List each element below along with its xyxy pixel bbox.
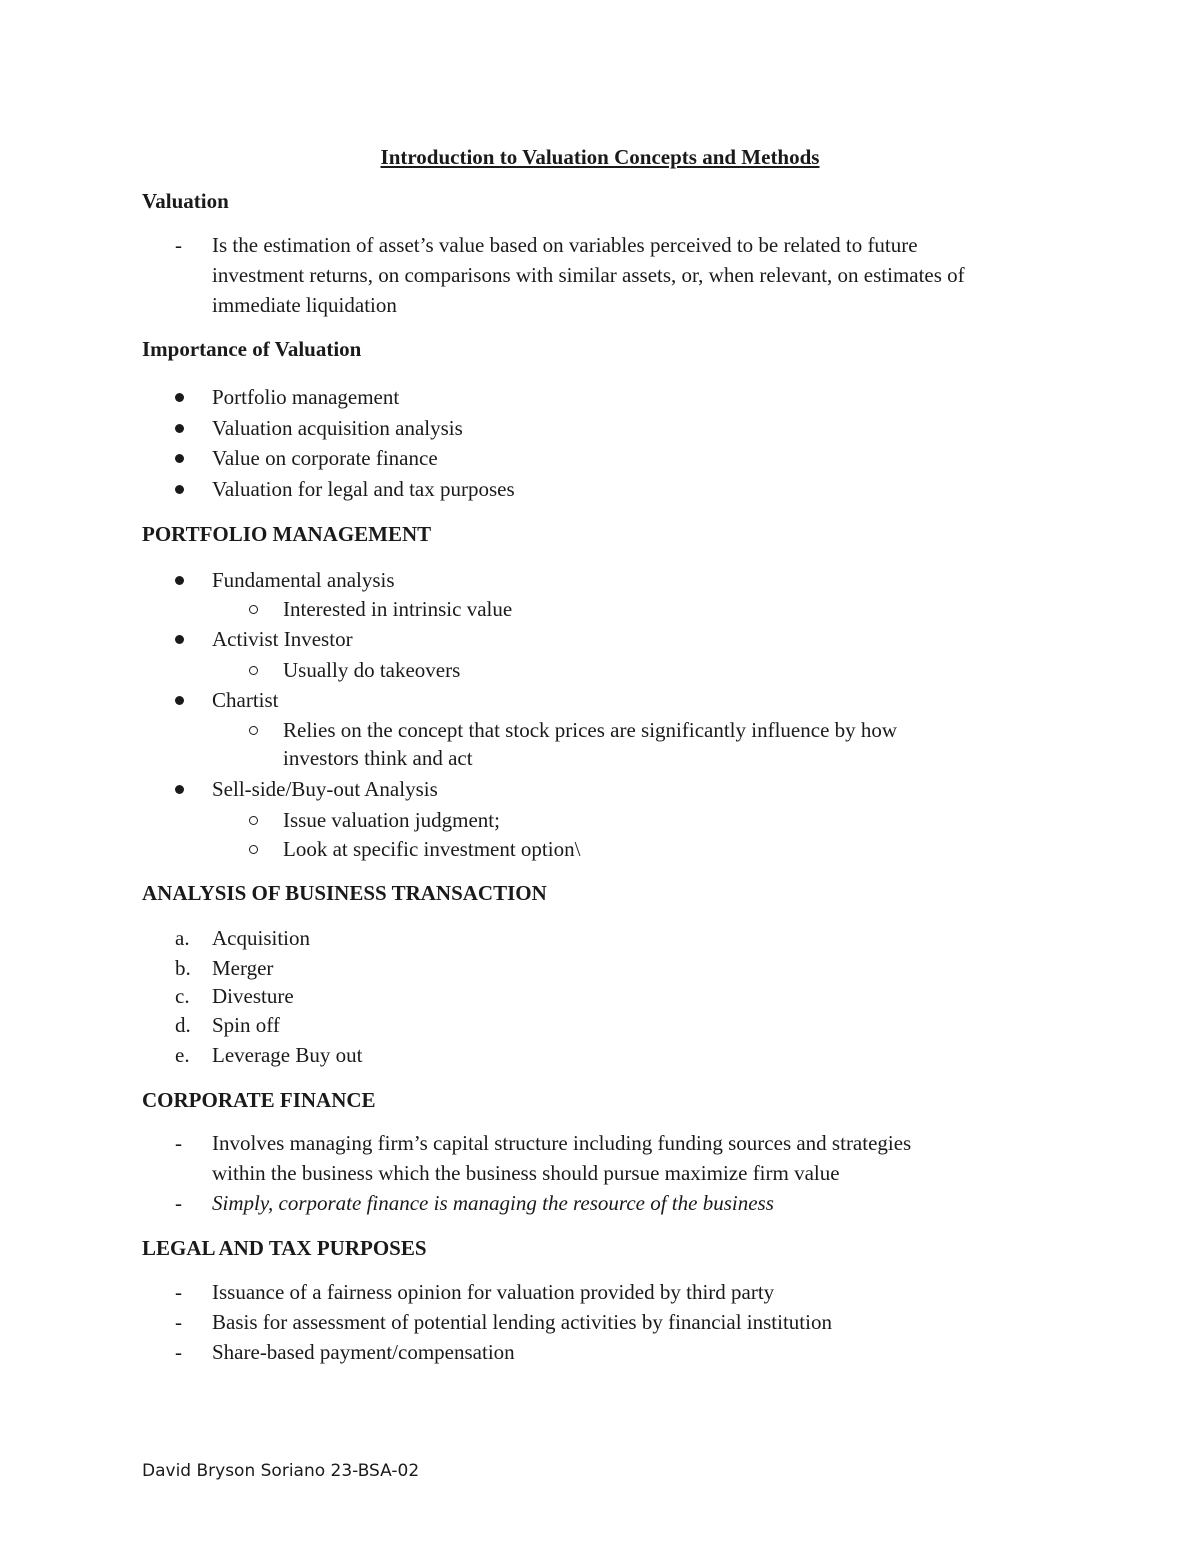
dash-marker: - <box>175 1191 182 1215</box>
bullet-icon <box>175 393 184 402</box>
legal-item: Issuance of a fairness opinion for valuation provided by third party <box>212 1280 775 1304</box>
importance-item: Valuation for legal and tax purposes <box>212 477 515 501</box>
sub-bullet-icon <box>249 845 258 854</box>
transaction-item: Merger <box>212 956 274 980</box>
transaction-item: Spin off <box>212 1013 280 1037</box>
corporate-definition-line-2: within the business which the business should pursue maximize firm value <box>212 1161 840 1185</box>
portfolio-item: Activist Investor <box>212 627 353 651</box>
sub-bullet-icon <box>249 666 258 675</box>
valuation-definition-line-2: investment returns, on comparisons with similar assets, or, when relevant, on estimates of <box>212 263 965 287</box>
portfolio-item: Fundamental analysis <box>212 568 395 592</box>
transaction-item: Acquisition <box>212 926 310 950</box>
dash-marker: - <box>175 233 182 257</box>
portfolio-heading: PORTFOLIO MANAGEMENT <box>142 522 432 546</box>
bullet-icon <box>175 454 184 463</box>
portfolio-subitem: Issue valuation judgment; <box>283 808 500 832</box>
legal-heading: LEGAL AND TAX PURPOSES <box>142 1236 427 1260</box>
sub-bullet-icon <box>249 816 258 825</box>
bullet-icon <box>175 576 184 585</box>
portfolio-subitem-continued: investors think and act <box>283 746 473 770</box>
bullet-icon <box>175 696 184 705</box>
sub-bullet-icon <box>249 605 258 614</box>
portfolio-item: Chartist <box>212 688 279 712</box>
bullet-icon <box>175 485 184 494</box>
dash-marker: - <box>175 1280 182 1304</box>
importance-item: Value on corporate finance <box>212 446 438 470</box>
transaction-item: Divesture <box>212 984 294 1008</box>
list-letter: b. <box>175 956 191 980</box>
list-letter: c. <box>175 984 190 1008</box>
dash-marker: - <box>175 1310 182 1334</box>
page-footer: David Bryson Soriano 23-BSA-02 <box>142 1461 420 1481</box>
importance-heading: Importance of Valuation <box>142 337 362 361</box>
bullet-icon <box>175 635 184 644</box>
portfolio-subitem: Relies on the concept that stock prices are significantly influence by how <box>283 718 898 742</box>
portfolio-subitem: Usually do takeovers <box>283 658 461 682</box>
legal-item: Share-based payment/compensation <box>212 1340 515 1364</box>
transaction-item: Leverage Buy out <box>212 1043 363 1067</box>
corporate-summary: Simply, corporate finance is managing the resource of the business <box>212 1191 774 1215</box>
corporate-heading: CORPORATE FINANCE <box>142 1088 376 1112</box>
bullet-icon <box>175 785 184 794</box>
valuation-definition-line-1: Is the estimation of asset’s value based on variables perceived to be related to future <box>212 233 918 257</box>
corporate-definition-line-1: Involves managing firm’s capital structure including funding sources and strategies <box>212 1131 912 1155</box>
portfolio-subitem: Interested in intrinsic value <box>283 597 513 621</box>
list-letter: a. <box>175 926 190 950</box>
dash-marker: - <box>175 1131 182 1155</box>
document-title: Introduction to Valuation Concepts and Methods <box>380 145 820 169</box>
list-letter: e. <box>175 1043 190 1067</box>
list-letter: d. <box>175 1013 191 1037</box>
valuation-heading: Valuation <box>142 189 229 213</box>
importance-item: Portfolio management <box>212 385 400 409</box>
sub-bullet-icon <box>249 726 258 735</box>
transaction-heading: ANALYSIS OF BUSINESS TRANSACTION <box>142 881 547 905</box>
importance-item: Valuation acquisition analysis <box>212 416 463 440</box>
dash-marker: - <box>175 1340 182 1364</box>
portfolio-subitem: Look at specific investment option\ <box>283 837 581 861</box>
valuation-definition-line-3: immediate liquidation <box>212 293 397 317</box>
bullet-icon <box>175 424 184 433</box>
legal-item: Basis for assessment of potential lending activities by financial institution <box>212 1310 832 1334</box>
portfolio-item: Sell-side/Buy-out Analysis <box>212 777 438 801</box>
